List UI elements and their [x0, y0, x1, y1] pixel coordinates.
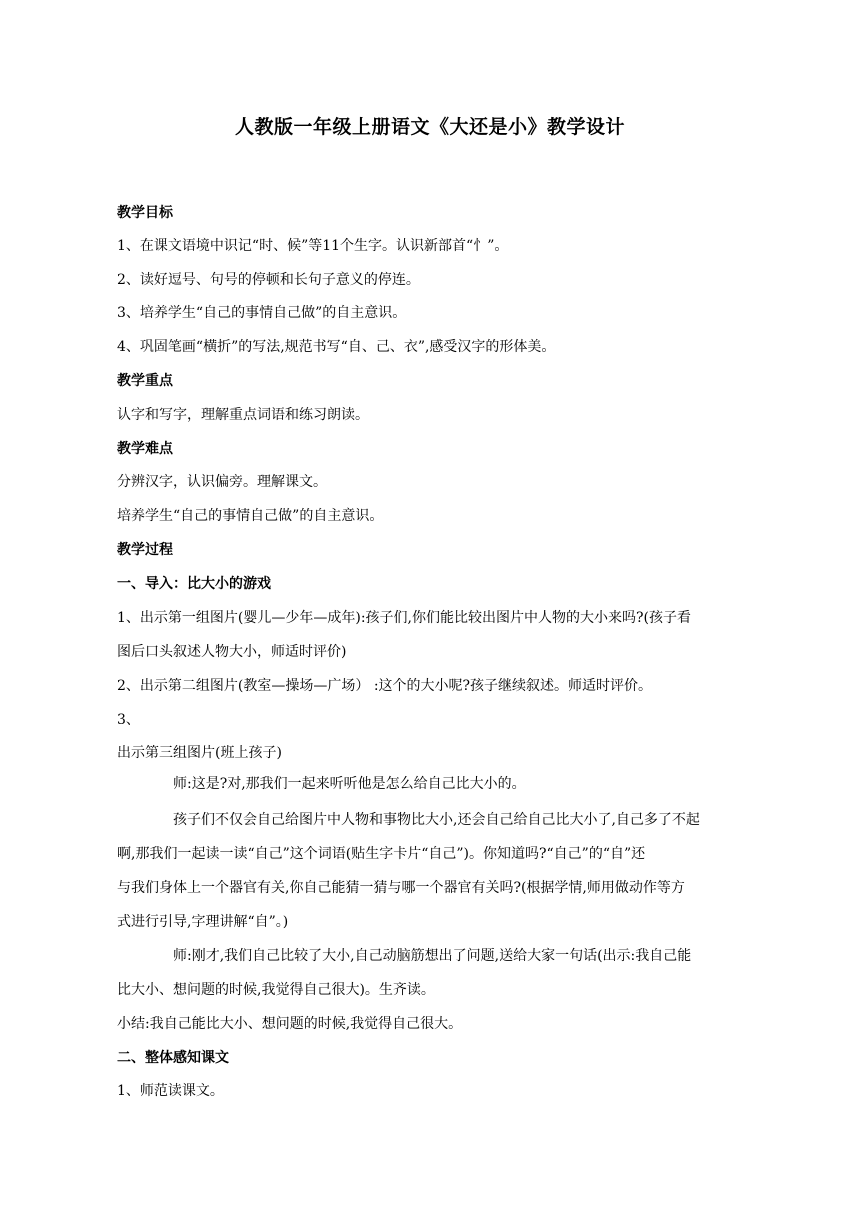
paragraph-line: 师:刚才,我们自己比较了大小,自己动脑筋想出了问题,送给大家一句话(出示:我自己能: [173, 948, 692, 964]
section-heading-process: 教学过程: [117, 542, 173, 558]
section-heading-difficulties: 教学难点: [117, 441, 173, 457]
key-points-text: 认字和写字，理解重点词语和练习朗读。: [117, 407, 369, 423]
objective-2: 2、读好逗号、句号的停顿和长句子意义的停连。: [117, 272, 420, 288]
difficulty-text-1: 分辨汉字，认识偏旁。理解课文。: [117, 474, 327, 490]
objective-3: 3、培养学生“自己的事情自己做”的自主意识。: [117, 305, 407, 321]
paragraph-line: 与我们身体上一个器官有关,你自己能猜一猜与哪一个器官有关吗?(根据学情,师用做动作等方: [117, 880, 685, 896]
section-heading-teaching-objectives: 教学目标: [117, 205, 173, 221]
paragraph-line: 式进行引导,字理讲解“自”。): [117, 914, 289, 930]
objective-4: 4、巩固笔画“横折”的写法,规范书写“自、己、衣”,感受汉字的形体美。: [117, 339, 556, 355]
paragraph-line: 图后口头叙述人物大小，师适时评价): [117, 644, 347, 660]
paragraph-line: 师:这是?对,那我们一起来听听他是怎么给自己比大小的。: [173, 776, 526, 792]
paragraph-line: 小结:我自己能比大小、想问题的时候,我觉得自己很大。: [117, 1016, 463, 1032]
subsection-heading-intro: 一、导入：比大小的游戏: [117, 576, 271, 592]
section-heading-key-points: 教学重点: [117, 373, 173, 389]
paragraph-line: 2、出示第二组图片(教室—操场—广场） :这个的大小呢?孩子继续叙述。师适时评价。: [117, 678, 653, 694]
objective-1: 1、在课文语境中识记“时、候”等11个生字。认识新部首“忄”。: [117, 238, 509, 254]
paragraph-line: 啊,那我们一起读一读“自己”这个词语(贴生字卡片“自己”)。你知道吗?“自己”的“自”还: [117, 846, 646, 862]
paragraph-line: 出示第三组图片(班上孩子): [117, 745, 282, 761]
paragraph-line: 3、: [117, 712, 140, 728]
difficulty-text-2: 培养学生“自己的事情自己做”的自主意识。: [117, 508, 384, 524]
paragraph-line: 1、师范读课文。: [117, 1083, 224, 1099]
paragraph-line: 1、出示第一组图片(婴儿—少年—成年):孩子们,你们能比较出图片中人物的大小来吗?(孩子看: [117, 610, 691, 626]
paragraph-line: 比大小、想问题的时候,我觉得自己很大)。生齐读。: [117, 982, 435, 998]
subsection-heading-overview: 二、整体感知课文: [117, 1050, 229, 1066]
document-title: 人教版一年级上册语文《大还是小》教学设计: [234, 116, 625, 138]
paragraph-line: 孩子们不仅会自己给图片中人物和事物比大小,还会自己给自己比大小了,自己多了不起: [173, 812, 700, 828]
